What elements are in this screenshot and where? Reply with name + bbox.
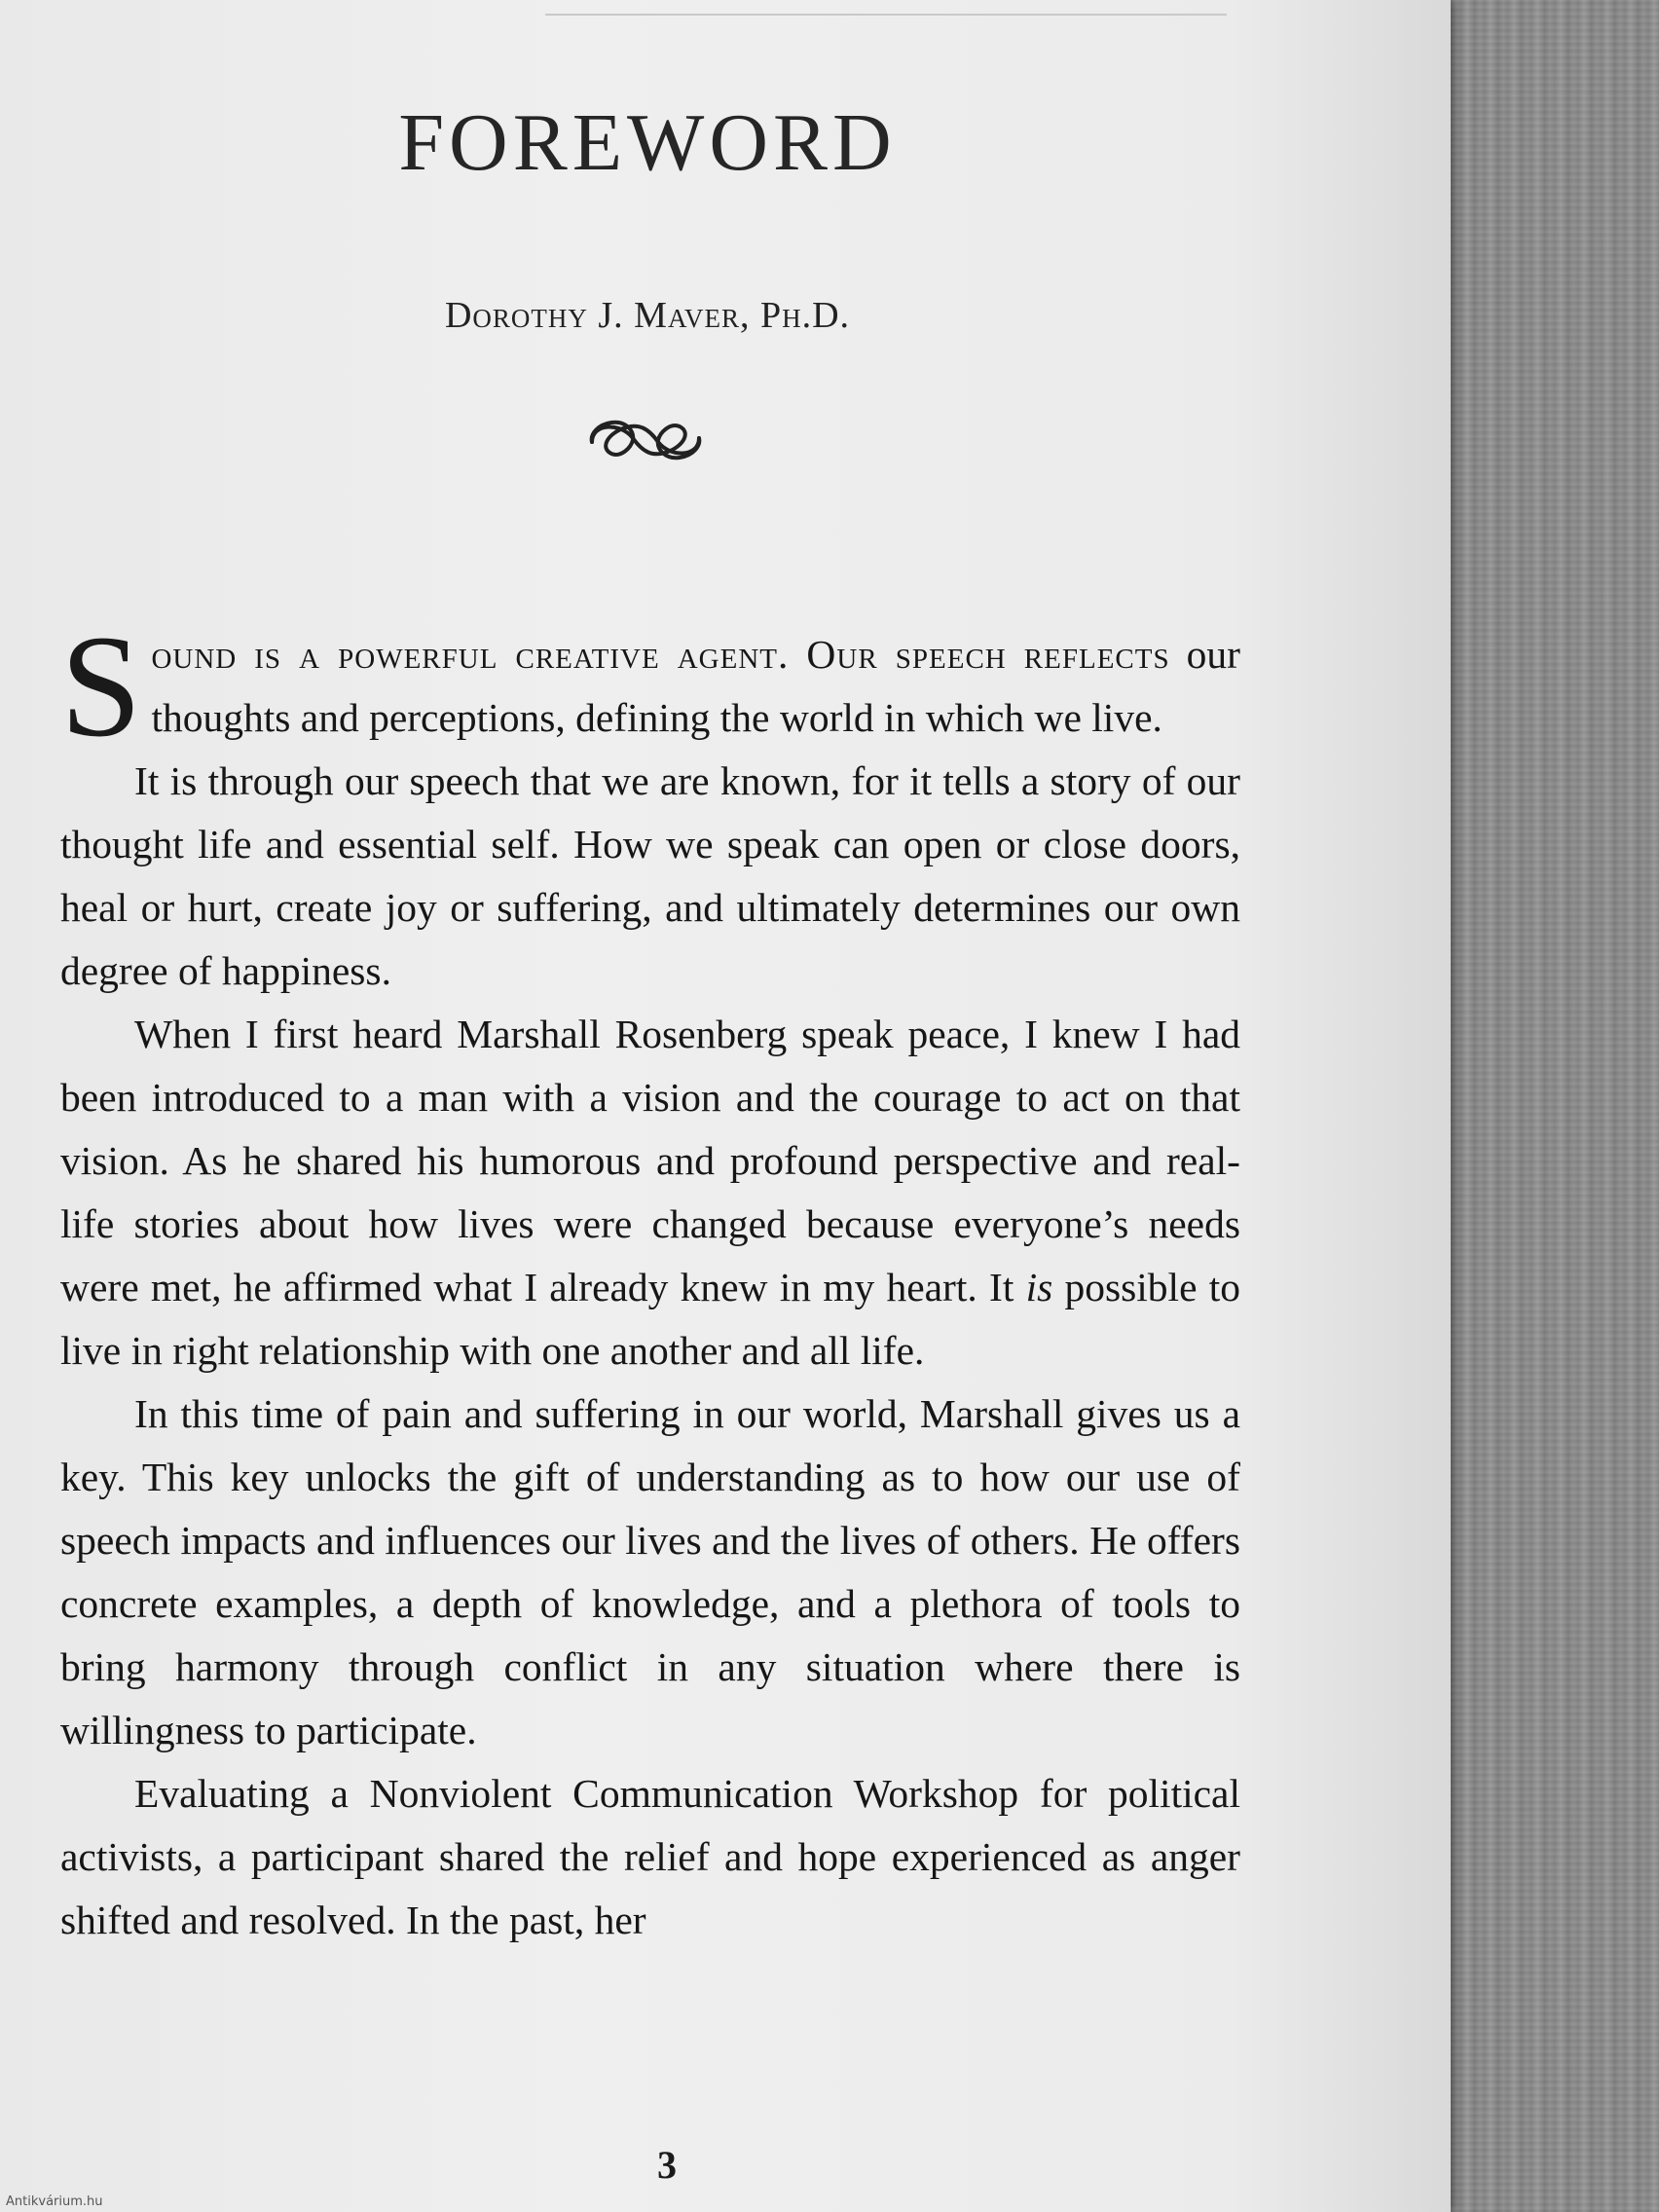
page-number: 3: [657, 2143, 677, 2187]
watermark: Antikvárium.hu: [6, 2194, 103, 2209]
paragraph-4: In this time of pain and suffering in our world, Marshall gives us a key. This key unlocks the gift of understanding as to how our use of speech impacts and influences our lives and the lives of others. He offers concrete examples, a depth of knowledge, and a plethora of tools to bring harmony through conflict in any situation where there is willingness to participate.: [60, 1391, 1240, 1752]
paragraph-3-emphasis: is: [1025, 1265, 1053, 1309]
paragraph-1-rest: our thoughts and perceptions, defining the world in which we live.: [151, 632, 1240, 740]
page-title: FOREWORD: [398, 97, 897, 188]
paragraph-3-before: When I first heard Marshall Rosenberg speak peace, I knew I had been introduced to a man with a vision and the courage to act on that vision. As he shared his humorous and profound perspective and real-life stories about how lives were changed because everyone’s needs were met, he affirmed what I already knew in my heart. It: [60, 1012, 1240, 1309]
paragraph-5: Evaluating a Nonviolent Communication Workshop for political activists, a participant shared the relief and hope experienced as anger shifted and resolved. In the past, her: [60, 1771, 1240, 1942]
paragraph-1: [60, 606, 1240, 767]
book-spine-edge: [1451, 0, 1659, 2212]
flourish-ornament-icon: [582, 413, 709, 467]
author-byline: Dorothy J. Maver, Ph.D.: [444, 295, 851, 336]
paragraph-3: [60, 1003, 1240, 1382]
paragraph-3-after: possible to live in right relationship with one another and all life.: [60, 1265, 1240, 1373]
paragraph-2: It is through our speech that we are known, for it tells a story of our thought life and essential self. How we speak can open or close doors, heal or hurt, create joy or suffering, and ultimately determines our own degree of happiness.: [60, 758, 1240, 993]
drop-cap: S: [60, 606, 142, 767]
body-text: [60, 606, 1240, 1952]
lead-in-small-caps: ound is a powerful creative agent. Our speech reflects: [151, 632, 1170, 677]
top-rule: [545, 14, 1227, 16]
